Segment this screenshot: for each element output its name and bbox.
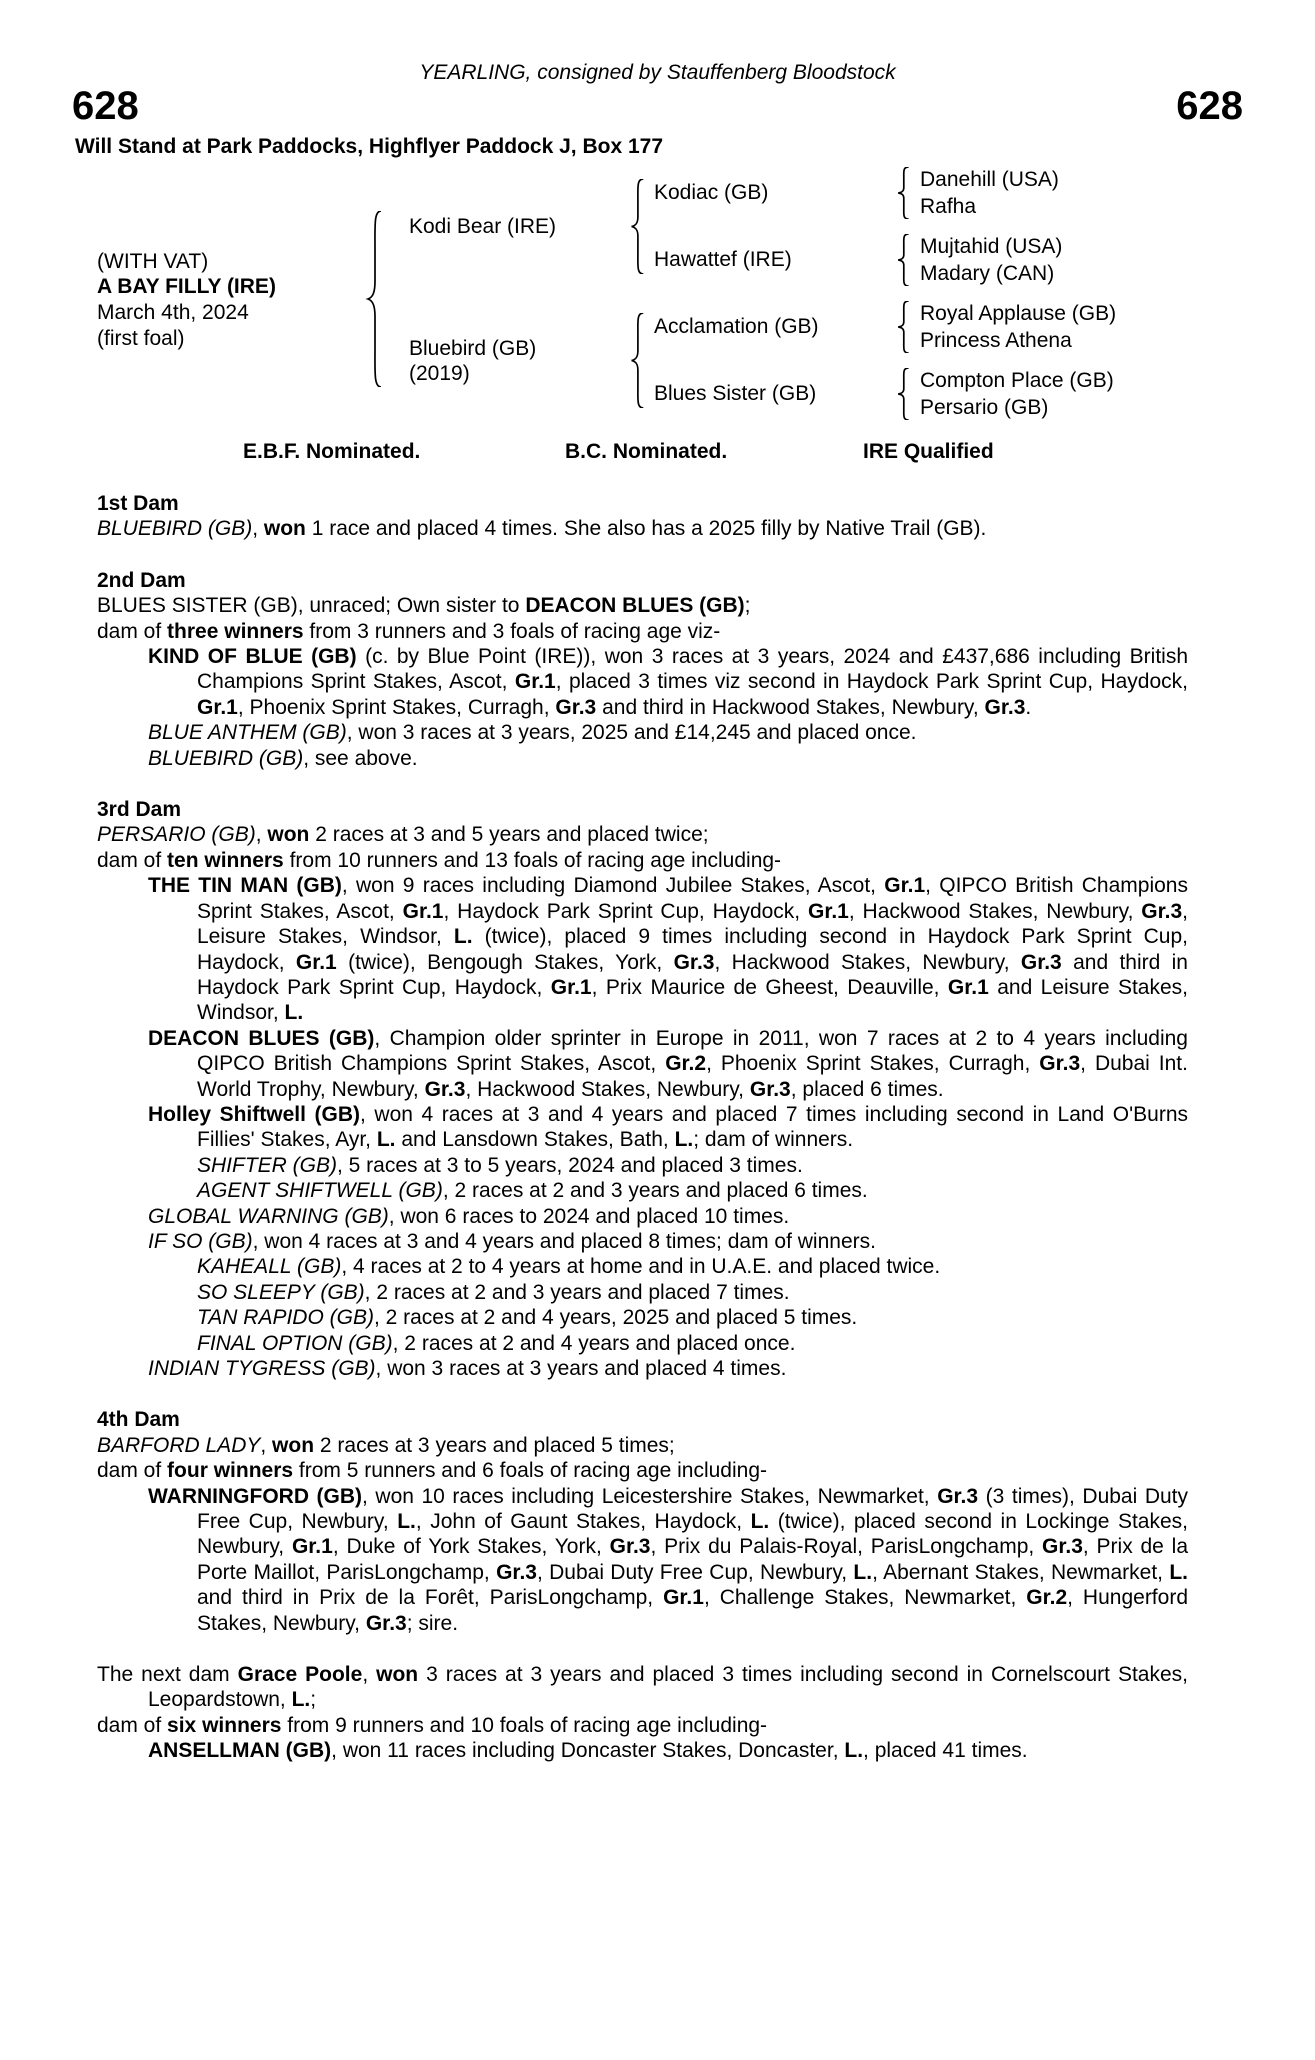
brace-gen3-icon: [895, 301, 911, 353]
consignor-line: YEARLING, consigned by Stauffenberg Bloodstock: [419, 61, 896, 84]
gen3-name: Princess Athena: [920, 329, 1072, 352]
stand-location-line: Will Stand at Park Paddocks, Highflyer Paddock J, Box 177: [75, 135, 663, 158]
pedigree-paragraph: TAN RAPIDO (GB), 2 races at 2 and 4 years, 2025 and placed 5 times.: [197, 1306, 858, 1330]
brace-gen3-icon: [895, 368, 911, 420]
pedigree-paragraph: dam of three winners from 3 runners and 3 foals of racing age viz-: [97, 619, 721, 643]
gen3-name: Mujtahid (USA): [920, 235, 1063, 258]
pedigree-paragraph: GLOBAL WARNING (GB), won 6 races to 2024 and placed 10 times.: [148, 1204, 790, 1228]
pedigree-paragraph: KIND OF BLUE (GB) (c. by Blue Point (IRE)), won 3 races at 3 years, 2024 and £437,686 including British Champions Sprint Stakes, Ascot, Gr.1, placed 3 times viz second in Haydock Park Sprint Cup, Haydock, Gr.1, Phoenix Sprint Stakes, Curragh, Gr.3 and third in Hackwood Stakes, Newbury, Gr.3.: [148, 645, 1188, 719]
nominations-line: [97, 439, 1315, 465]
pedigree-paragraph: WARNINGFORD (GB), won 10 races including Leicestershire Stakes, Newmarket, Gr.3 (3 times), Dubai Duty Free Cup, Newbury, L., John of Gaunt Stakes, Haydock, L. (twice), placed second in Lockinge Stakes, Newbury, Gr.1, Duke of York Stakes, York, Gr.3, Prix du Palais-Royal, ParisLongchamp, Gr.3, Prix de la Porte Maillot, ParisLongchamp, Gr.3, Dubai Duty Free Cup, Newbury, L., Abernant Stakes, Newmarket, L. and third in Prix de la Forêt, ParisLongchamp, Gr.1, Challenge Stakes, Newmarket, Gr.2, Hungerford Stakes, Newbury, Gr.3; sire.: [148, 1484, 1189, 1635]
pedigree-paragraph: dam of six winners from 9 runners and 10 foals of racing age including-: [97, 1713, 768, 1737]
pedigree-paragraph: THE TIN MAN (GB), won 9 races including Diamond Jubilee Stakes, Ascot, Gr.1, QIPCO British Champions Sprint Stakes, Ascot, Gr.1, Haydock Park Sprint Cup, Haydock, Gr.1, Hackwood Stakes, Newbury, Gr.3, Leisure Stakes, Windsor, L. (twice), placed 9 times including second in Haydock Park Sprint Cup, Haydock, Gr.1 (twice), Bengough Stakes, York, Gr.3, Hackwood Stakes, Newbury, Gr.3 and third in Haydock Park Sprint Cup, Haydock, Gr.1, Prix Maurice de Gheest, Deauville, Gr.1 and Leisure Stakes, Windsor, L.: [148, 874, 1188, 1025]
pedigree-paragraph: AGENT SHIFTWELL (GB), 2 races at 2 and 3 years and placed 6 times.: [197, 1179, 868, 1203]
gen3-name: Persario (GB): [920, 396, 1049, 419]
brace-sire-parents-icon: [628, 179, 646, 274]
gen3-name: Rafha: [920, 195, 977, 218]
gen3-name: Compton Place (GB): [920, 369, 1114, 392]
pedigree-paragraph: BLUES SISTER (GB), unraced; Own sister to DEACON BLUES (GB);: [97, 594, 751, 618]
pedigree-paragraph: BLUE ANTHEM (GB), won 3 races at 3 years, 2025 and £14,245 and placed once.: [148, 721, 917, 745]
dam-heading: 1st Dam: [97, 492, 179, 515]
vat-note: (WITH VAT): [97, 250, 209, 273]
dam-name: Bluebird (GB): [409, 337, 537, 360]
dam-section: [97, 1407, 1188, 1636]
pedigree-paragraph: Holley Shiftwell (GB), won 4 races at 3 and 4 years and placed 7 times including second in Land O'Burns Fillies' Stakes, Ayr, L. and Lansdown Stakes, Bath, L.; dam of winners.: [148, 1102, 1189, 1152]
gen3-name: Royal Applause (GB): [920, 302, 1117, 325]
pedigree-paragraph: The next dam Grace Poole, won 3 races at 3 years and placed 3 times including second in Cornelscourt Stakes, Leopardstown, L.;: [97, 1663, 1188, 1712]
pedigree-paragraph: SO SLEEPY (GB), 2 races at 2 and 3 years and placed 7 times.: [197, 1280, 790, 1304]
pedigree-paragraph: BLUEBIRD (GB), see above.: [148, 746, 418, 770]
pedigree-tree: [97, 165, 1285, 427]
lot-number-left: 628: [72, 84, 139, 128]
brace-gen3-icon: [895, 234, 911, 286]
foal-note: (first foal): [97, 327, 185, 350]
dam-heading: 4th Dam: [97, 1408, 180, 1432]
lot-number-row: [0, 84, 1315, 128]
pedigree-paragraph: SHIFTER (GB), 5 races at 3 to 5 years, 2024 and placed 3 times.: [197, 1153, 803, 1177]
pedigree-paragraph: ANSELLMAN (GB), won 11 races including Doncaster Stakes, Doncaster, L., placed 41 times.: [148, 1739, 1028, 1763]
pedigree-paragraph: dam of four winners from 5 runners and 6 foals of racing age including-: [97, 1459, 767, 1483]
pedigree-paragraph: FINAL OPTION (GB), 2 races at 2 and 4 years and placed once.: [197, 1331, 796, 1355]
lot-number-right: 628: [1176, 84, 1243, 128]
pedigree-paragraph: DEACON BLUES (GB), Champion older sprinter in Europe in 2011, won 7 races at 2 to 4 years including QIPCO British Champions Sprint Stakes, Ascot, Gr.2, Phoenix Sprint Stakes, Curragh, Gr.3, Dubai Int. World Trophy, Newbury, Gr.3, Hackwood Stakes, Newbury, Gr.3, placed 6 times.: [148, 1026, 1188, 1101]
gen2-dam-sire: Acclamation (GB): [654, 315, 819, 338]
gen2-dam-dam: Blues Sister (GB): [654, 382, 817, 405]
bc-nominated-label: B.C. Nominated.: [565, 440, 728, 463]
ebf-nominated-label: E.B.F. Nominated.: [243, 440, 421, 463]
catalogue-page: [0, 60, 1315, 2060]
brace-gen3-icon: [895, 167, 911, 219]
pedigree-paragraph: dam of ten winners from 10 runners and 13 foals of racing age including-: [97, 848, 782, 872]
pedigree-paragraph: IF SO (GB), won 4 races at 3 and 4 years and placed 8 times; dam of winners.: [148, 1229, 876, 1253]
pedigree-paragraph: KAHEALL (GB), 4 races at 2 to 4 years at home and in U.A.E. and placed twice.: [197, 1255, 941, 1279]
gen3-name: Madary (CAN): [920, 262, 1055, 285]
foaling-date: March 4th, 2024: [97, 301, 249, 324]
dam-section: [97, 568, 1188, 771]
gen2-sire-sire: Kodiac (GB): [654, 181, 769, 204]
gen3-name: Danehill (USA): [920, 168, 1059, 191]
ire-qualified-label: IRE Qualified: [863, 440, 994, 463]
horse-name: A BAY FILLY (IRE): [97, 275, 276, 298]
dam-heading: 3rd Dam: [97, 798, 182, 822]
dam-heading: 2nd Dam: [97, 568, 186, 592]
pedigree-paragraph: PERSARIO (GB), won 2 races at 3 and 5 years and placed twice;: [97, 823, 709, 847]
dam-section: [97, 1662, 1188, 1764]
brace-gen1-icon: [364, 211, 384, 387]
pedigree-paragraph: BARFORD LADY, won 2 races at 3 years and placed 5 times;: [97, 1433, 675, 1457]
dam-section: [97, 797, 1188, 1381]
pedigree-paragraph: INDIAN TYGRESS (GB), won 3 races at 3 years and placed 4 times.: [148, 1357, 787, 1380]
brace-dam-parents-icon: [628, 313, 646, 408]
gen2-sire-dam: Hawattef (IRE): [654, 248, 792, 271]
catalogue-sections: [0, 491, 1315, 1764]
pedigree-paragraph: BLUEBIRD (GB), won 1 race and placed 4 times. She also has a 2025 filly by Native Trail (GB).: [97, 517, 987, 541]
dam-section: [97, 491, 1188, 542]
dam-year: (2019): [409, 362, 470, 385]
sire-name: Kodi Bear (IRE): [409, 215, 557, 238]
